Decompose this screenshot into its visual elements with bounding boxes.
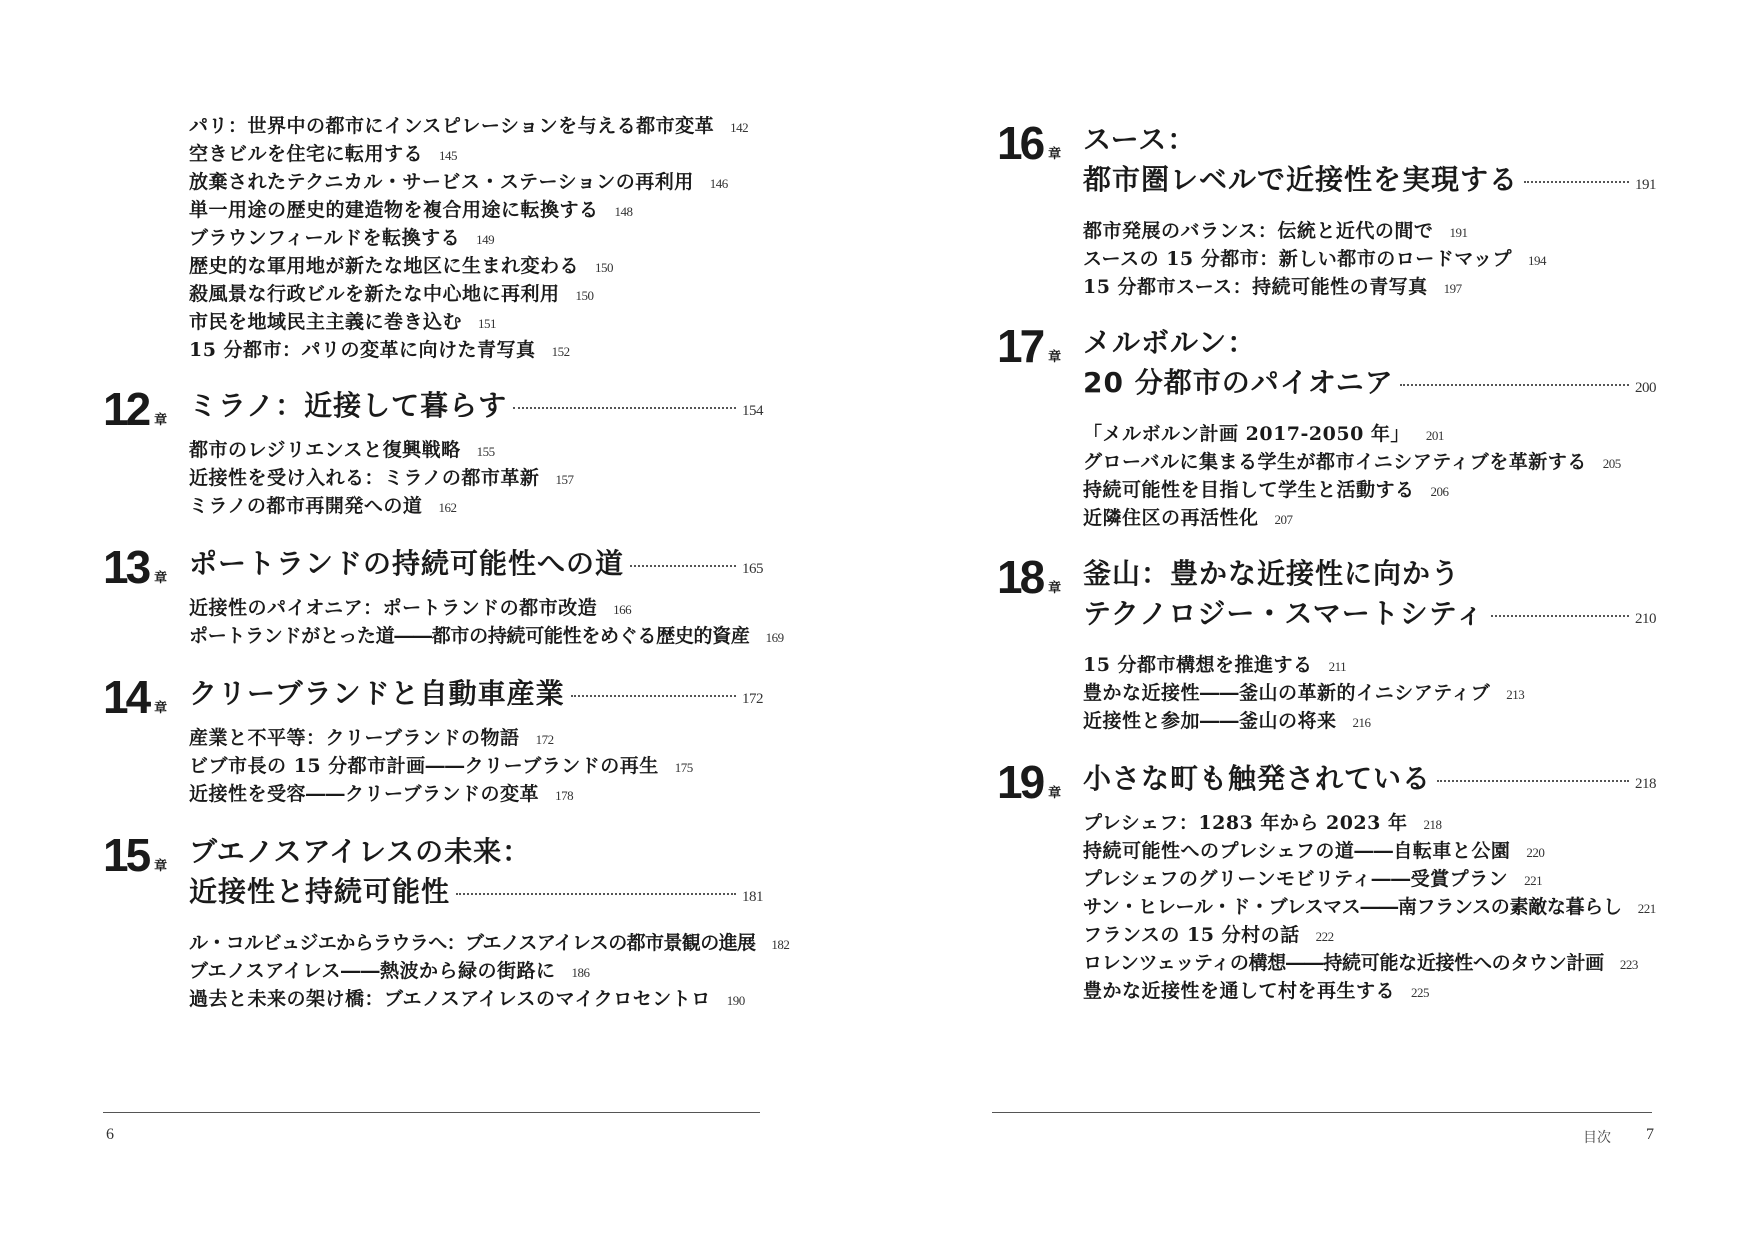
- entry-title: プレシェフのグリーンモビリティ――受賞プラン: [1083, 868, 1509, 890]
- chapter-heading[interactable]: [103, 829, 763, 917]
- chapter-title-text: ポートランドの持続可能性への道: [189, 547, 625, 580]
- toc-entry[interactable]: [1083, 921, 1656, 949]
- toc-entry[interactable]: [189, 985, 763, 1013]
- toc-entry[interactable]: [1083, 651, 1656, 679]
- toc-entry[interactable]: [189, 168, 763, 196]
- entry-page: 211: [1328, 659, 1347, 674]
- entry-title: 豊かな近接性を通して村を再生する: [1083, 980, 1396, 1002]
- entry-title: 近接性を受容――クリーブランドの変革: [189, 783, 540, 805]
- toc-entry[interactable]: [1083, 893, 1656, 921]
- entry-title: スースの 15 分都市：新しい都市のロードマップ: [1083, 248, 1513, 270]
- chapter-title-text: 小さな町も触発されている: [1083, 762, 1432, 795]
- chapter-18: [997, 551, 1656, 735]
- entry-page: 145: [439, 148, 458, 163]
- entry-page: 190: [726, 993, 745, 1008]
- toc-entry[interactable]: [189, 112, 763, 140]
- toc-entry[interactable]: [1083, 977, 1656, 1005]
- chapter-page: 172: [742, 691, 763, 707]
- dot-leader: [456, 893, 736, 895]
- toc-entry[interactable]: [1083, 217, 1656, 245]
- entry-title: パリ：世界中の都市にインスピレーションを与える都市変革: [189, 115, 715, 137]
- sub-list: [103, 112, 763, 364]
- chapter-title-line: メルボルン：: [1083, 326, 1257, 359]
- entry-title: 15 分都市構想を推進する: [1083, 654, 1313, 676]
- sub-list: [997, 217, 1656, 301]
- entry-page: 155: [476, 444, 495, 459]
- entry-page: 205: [1602, 456, 1621, 471]
- running-head: 目次: [1583, 1130, 1611, 1146]
- entry-title: フランスの 15 分村の話: [1083, 924, 1300, 946]
- chapter-page: 200: [1635, 380, 1656, 396]
- entry-page: 149: [476, 232, 495, 247]
- chapter-17: [997, 320, 1656, 532]
- dot-leader: [1524, 181, 1629, 183]
- chapter-number: 15: [103, 829, 149, 881]
- entry-title: プレシェフ：1283 年から 2023 年: [1083, 812, 1408, 834]
- chapter-title-text: ミラノ：近接して暮らす: [189, 389, 508, 422]
- toc-entry[interactable]: [189, 594, 763, 622]
- toc-entry[interactable]: [189, 336, 763, 364]
- entry-title: ブラウンフィールドを転換する: [189, 227, 461, 249]
- entry-title: 殺風景な行政ビルを新たな中心地に再利用: [189, 283, 560, 305]
- toc-entry[interactable]: [1083, 679, 1656, 707]
- chapter-title: [189, 386, 763, 431]
- entry-page: 213: [1506, 687, 1525, 702]
- chapter-number-wrap: [103, 829, 189, 881]
- intro-section-list: [103, 112, 763, 364]
- entry-page: 207: [1274, 512, 1293, 527]
- chapter-title-line: [1083, 759, 1656, 804]
- chapter-number-wrap: [103, 541, 189, 593]
- dot-leader: [1437, 780, 1629, 782]
- toc-left: [103, 112, 790, 1013]
- chapter-12: [103, 383, 763, 520]
- entry-page: 197: [1443, 281, 1462, 296]
- chapter-number: 13: [103, 541, 149, 593]
- chapter-title-line: [189, 544, 763, 589]
- entry-title: 持続可能性を目指して学生と活動する: [1083, 479, 1415, 501]
- chapter-title: [1083, 759, 1656, 804]
- toc-entry[interactable]: [189, 492, 763, 520]
- chapter-title: [189, 832, 763, 917]
- entry-page: 162: [438, 500, 457, 515]
- chapter-heading[interactable]: [997, 551, 1656, 639]
- chapter-label: 章: [154, 571, 168, 586]
- chapter-label: 章: [1048, 147, 1062, 162]
- entry-page: 182: [771, 937, 790, 952]
- right-page: [877, 0, 1754, 1240]
- entry-page: 223: [1619, 957, 1638, 972]
- chapter-16: [997, 117, 1656, 301]
- chapter-heading[interactable]: [103, 671, 763, 723]
- toc-entry[interactable]: [1083, 448, 1656, 476]
- sub-list: [103, 594, 784, 650]
- entry-title: 「メルボルン計画 2017-2050 年」: [1083, 423, 1410, 445]
- dot-leader: [630, 565, 736, 567]
- toc-entry[interactable]: [189, 724, 763, 752]
- chapter-label: 章: [154, 859, 168, 874]
- toc-entry[interactable]: [1083, 420, 1656, 448]
- dot-leader: [1400, 384, 1629, 386]
- entry-page: 152: [551, 344, 570, 359]
- entry-title: 15 分都市：パリの変革に向けた青写真: [189, 339, 536, 361]
- chapter-title-text: テクノロジー・スマートシティ: [1083, 597, 1485, 630]
- chapter-heading[interactable]: [997, 320, 1656, 408]
- toc-entry[interactable]: [189, 780, 763, 808]
- chapter-number-wrap: [997, 756, 1083, 808]
- entry-page: 169: [765, 630, 784, 645]
- toc-entry[interactable]: [189, 308, 763, 336]
- chapter-title-line: [189, 674, 763, 719]
- chapter-title-text: 都市圏レベルで近接性を実現する: [1083, 163, 1519, 196]
- toc-entry[interactable]: [189, 957, 763, 985]
- toc-entry[interactable]: [189, 929, 790, 957]
- chapter-number: 14: [103, 671, 149, 723]
- entry-page: 151: [478, 316, 497, 331]
- entry-title: 放棄されたテクニカル・サービス・ステーションの再利用: [189, 171, 694, 193]
- entry-title: ロレンツェッティの構想――持続可能な近接性へのタウン計画: [1083, 952, 1604, 974]
- entry-page: 221: [1524, 873, 1543, 888]
- chapter-heading[interactable]: [997, 756, 1656, 808]
- chapter-title-line: ブエノスアイレスの未来：: [189, 835, 532, 868]
- chapter-title-line: 釜山：豊かな近接性に向かう: [1083, 557, 1461, 590]
- entry-title: 空きビルを住宅に転用する: [189, 143, 424, 165]
- chapter-number: 16: [997, 117, 1043, 169]
- chapter-title-text: 20 分都市のパイオニア: [1083, 366, 1394, 399]
- page-number: 6: [106, 1126, 114, 1143]
- chapter-page: 165: [742, 561, 763, 577]
- entry-page: 175: [674, 760, 693, 775]
- chapter-14: [103, 671, 763, 808]
- chapter-heading[interactable]: [103, 541, 763, 593]
- entry-title: ブエノスアイレス――熱波から緑の街路に: [189, 960, 556, 982]
- toc-entry[interactable]: [1083, 273, 1656, 301]
- entry-page: 194: [1528, 253, 1547, 268]
- toc-entry[interactable]: [1083, 809, 1656, 837]
- chapter-number-wrap: [103, 671, 189, 723]
- entry-title: 15 分都市スース：持続可能性の青写真: [1083, 276, 1428, 298]
- footer-rule: [103, 1112, 760, 1113]
- chapter-number-wrap: [997, 117, 1083, 169]
- entry-page: 220: [1526, 845, 1545, 860]
- dot-leader: [571, 695, 736, 697]
- chapter-page: 154: [742, 403, 763, 419]
- entry-page: 225: [1411, 985, 1430, 1000]
- entry-title: 産業と不平等：クリーブランドの物語: [189, 727, 520, 749]
- chapter-label: 章: [1048, 581, 1062, 596]
- toc-entry[interactable]: [189, 464, 763, 492]
- chapter-number-wrap: [103, 383, 189, 435]
- toc-entry[interactable]: [189, 224, 763, 252]
- chapter-title-text: クリーブランドと自動車産業: [189, 677, 565, 710]
- chapter-title-line: [1083, 160, 1656, 205]
- toc-entry[interactable]: [189, 140, 763, 168]
- toc-entry[interactable]: [189, 752, 763, 780]
- toc-entry[interactable]: [189, 436, 763, 464]
- toc-entry[interactable]: [1083, 476, 1656, 504]
- toc-right: [997, 112, 1656, 1005]
- chapter-page: 218: [1635, 776, 1656, 792]
- chapter-title-text: 近接性と持続可能性: [189, 875, 451, 908]
- chapter-title-line: [189, 872, 763, 917]
- entry-title: ル・コルビュジエからラウラへ：ブエノスアイレスの都市景観の進展: [189, 932, 756, 954]
- entry-page: 221: [1637, 901, 1656, 916]
- entry-page: 157: [555, 472, 574, 487]
- entry-title: 豊かな近接性――釜山の革新的イニシアティブ: [1083, 682, 1491, 704]
- toc-entry[interactable]: [189, 280, 763, 308]
- chapter-heading[interactable]: [103, 383, 763, 435]
- entry-title: サン・ヒレール・ド・ブレスマス――南フランスの素敵な暮らし: [1083, 896, 1622, 918]
- entry-title: 都市のレジリエンスと復興戦略: [189, 439, 461, 461]
- entry-title: 近接性のパイオニア：ポートランドの都市改造: [189, 597, 598, 619]
- dot-leader: [513, 407, 736, 409]
- chapter-number: 12: [103, 383, 149, 435]
- chapter-title: [1083, 323, 1656, 408]
- entry-page: 146: [709, 176, 728, 191]
- chapter-title: [189, 674, 763, 719]
- chapter-page: 191: [1635, 177, 1656, 193]
- entry-title: 過去と未来の架け橋：ブエノスアイレスのマイクロセントロ: [189, 988, 711, 1010]
- entry-page: 206: [1430, 484, 1449, 499]
- toc-entry[interactable]: [1083, 245, 1656, 273]
- chapter-title: [1083, 120, 1656, 205]
- toc-entry[interactable]: [1083, 865, 1656, 893]
- chapter-title-line: [1083, 363, 1656, 408]
- footer-rule: [992, 1112, 1652, 1113]
- chapter-heading[interactable]: [997, 117, 1656, 205]
- entry-title: 近接性を受け入れる：ミラノの都市革新: [189, 467, 540, 489]
- chapter-number-wrap: [997, 551, 1083, 603]
- sub-list: [103, 929, 790, 1013]
- chapter-number: 18: [997, 551, 1043, 603]
- entry-page: 148: [614, 204, 633, 219]
- toc-entry[interactable]: [1083, 837, 1656, 865]
- toc-entry[interactable]: [1083, 707, 1656, 735]
- dot-leader: [1491, 615, 1629, 617]
- toc-entry[interactable]: [1083, 504, 1656, 532]
- toc-entry[interactable]: [189, 622, 784, 650]
- entry-title: 近接性と参加――釜山の将来: [1083, 710, 1337, 732]
- chapter-number: 19: [997, 756, 1043, 808]
- chapter-title-line: [1083, 594, 1656, 639]
- sub-list: [997, 420, 1656, 532]
- entry-page: 191: [1449, 225, 1468, 240]
- chapter-13: [103, 541, 784, 650]
- entry-title: ポートランドがとった道――都市の持続可能性をめぐる歴史的資産: [189, 625, 750, 647]
- entry-page: 150: [575, 288, 594, 303]
- toc-entry[interactable]: [189, 252, 763, 280]
- chapter-title: [189, 544, 763, 589]
- entry-page: 186: [571, 965, 590, 980]
- sub-list: [103, 436, 763, 520]
- sub-list: [997, 651, 1656, 735]
- entry-page: 201: [1425, 428, 1444, 443]
- entry-page: 172: [535, 732, 554, 747]
- toc-entry[interactable]: [189, 196, 763, 224]
- entry-title: 市民を地域民主主義に巻き込む: [189, 311, 463, 333]
- sub-list: [997, 809, 1656, 1005]
- page-number: 7: [1646, 1126, 1654, 1143]
- entry-title: 持続可能性へのプレシェフの道――自転車と公園: [1083, 840, 1511, 862]
- entry-page: 166: [613, 602, 632, 617]
- chapter-number: 17: [997, 320, 1043, 372]
- chapter-page: 181: [742, 889, 763, 905]
- entry-title: 歴史的な軍用地が新たな地区に生まれ変わる: [189, 255, 580, 277]
- entry-title: グローバルに集まる学生が都市イニシアティブを革新する: [1083, 451, 1587, 473]
- chapter-15: [103, 829, 790, 1013]
- toc-entry[interactable]: [1083, 949, 1656, 977]
- chapter-label: 章: [154, 701, 168, 716]
- chapter-page: 210: [1635, 611, 1656, 627]
- entry-page: 218: [1423, 817, 1442, 832]
- chapter-number-wrap: [997, 320, 1083, 372]
- chapter-label: 章: [1048, 350, 1062, 365]
- entry-page: 142: [730, 120, 749, 135]
- chapter-title-line: スース：: [1083, 123, 1197, 156]
- chapter-label: 章: [154, 413, 168, 428]
- entry-title: ミラノの都市再開発への道: [189, 495, 423, 517]
- entry-title: 近隣住区の再活性化: [1083, 507, 1259, 529]
- chapter-title-line: [189, 386, 763, 431]
- entry-page: 222: [1315, 929, 1334, 944]
- entry-page: 216: [1352, 715, 1371, 730]
- entry-title: 都市発展のバランス：伝統と近代の間で: [1083, 220, 1434, 242]
- entry-page: 178: [555, 788, 574, 803]
- chapter-label: 章: [1048, 786, 1062, 801]
- chapter-title: [1083, 554, 1656, 639]
- entry-page: 150: [595, 260, 614, 275]
- entry-title: 単一用途の歴史的建造物を複合用途に転換する: [189, 199, 599, 221]
- entry-title: ビブ市長の 15 分都市計画――クリーブランドの再生: [189, 755, 659, 777]
- chapter-19: [997, 756, 1656, 1005]
- sub-list: [103, 724, 763, 808]
